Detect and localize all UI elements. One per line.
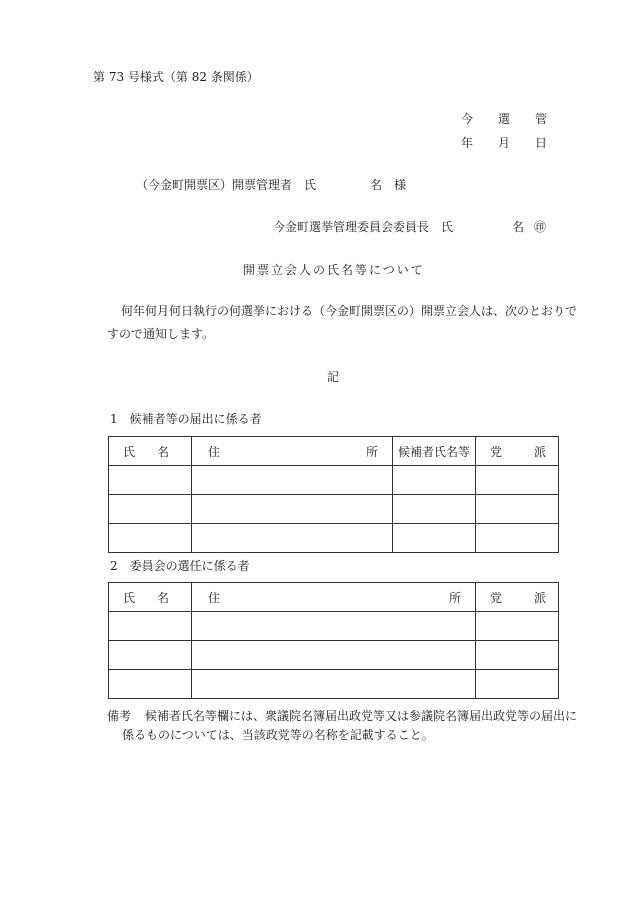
- table-cell[interactable]: [109, 670, 192, 699]
- table-header-row: [109, 437, 559, 466]
- table-cell[interactable]: [393, 524, 476, 553]
- table-cell[interactable]: [109, 612, 192, 641]
- body-line-2: すので通知します。: [107, 327, 215, 341]
- issue-number-line: [461, 113, 547, 125]
- header-name-char-2: 名: [156, 444, 169, 459]
- date-month: 月: [497, 136, 510, 150]
- table-cell[interactable]: [192, 495, 393, 524]
- issue-number-char-2: 選: [497, 112, 510, 126]
- header-address-char-2: 所: [448, 590, 461, 605]
- header-address-char-1: 住: [208, 590, 221, 605]
- table-cell[interactable]: [192, 466, 393, 495]
- date-day: 日: [534, 136, 547, 150]
- table-row: [109, 612, 559, 641]
- table-row: [109, 670, 559, 699]
- sender-title: 今金町選挙管理委員会委員長 氏: [273, 220, 454, 234]
- sender-name-char: 名: [512, 220, 525, 234]
- body-line-1: 何年何月何日執行の何選挙における（今金町開票区の）開票立会人は、次のとおりで: [121, 304, 578, 318]
- issue-number-char-3: 管: [534, 112, 547, 126]
- header-name-char-1: 氏: [123, 590, 136, 605]
- header-name: [109, 583, 192, 612]
- table-row: [109, 466, 559, 495]
- header-name-char-2: 名: [156, 590, 169, 605]
- table-cell[interactable]: [476, 670, 559, 699]
- table-cell[interactable]: [192, 641, 476, 670]
- section1-title: 1 候補者等の届出に係る者: [110, 412, 262, 426]
- remarks-line-1: 候補者氏名等欄には、衆議院名簿届出政党等又は参議院名簿届出政党等の届出に: [145, 709, 578, 723]
- date-year: 年: [461, 136, 474, 150]
- table-cell[interactable]: [192, 670, 476, 699]
- table-row: [109, 495, 559, 524]
- table-cell[interactable]: [476, 612, 559, 641]
- addressee-honorific: 様: [394, 178, 407, 192]
- table-cell[interactable]: [109, 466, 192, 495]
- table-cell[interactable]: [393, 495, 476, 524]
- header-name-char-1: 氏: [123, 444, 136, 459]
- header-address: [192, 437, 393, 466]
- table-cell[interactable]: [476, 495, 559, 524]
- addressee-title: （今金町開票区）開票管理者 氏: [136, 178, 317, 192]
- date-line: [461, 137, 547, 149]
- header-party-char-1: 党: [490, 590, 503, 605]
- seal-mark: ㊞: [534, 220, 547, 234]
- table-cell[interactable]: [192, 524, 393, 553]
- remarks-label: 備考: [107, 709, 132, 723]
- header-party-char-1: 党: [490, 444, 503, 459]
- table-header-row: [109, 583, 559, 612]
- table-cell[interactable]: [476, 466, 559, 495]
- table-cell[interactable]: [476, 641, 559, 670]
- remarks-line-2: 係るものについては、当該政党等の名称を記載すること。: [122, 728, 434, 742]
- section2-title: 2 委員会の選任に係る者: [110, 559, 250, 573]
- header-party: [476, 437, 559, 466]
- ki-marker: 記: [327, 370, 340, 384]
- header-candidate: 候補者氏名等: [393, 437, 476, 466]
- header-party: [476, 583, 559, 612]
- section2-table: [108, 582, 559, 699]
- issue-number-char-1: 今: [461, 112, 474, 126]
- table-cell[interactable]: [192, 612, 476, 641]
- table-cell[interactable]: [476, 524, 559, 553]
- table-row: [109, 641, 559, 670]
- table-cell[interactable]: [109, 524, 192, 553]
- form-number: 第 73 号様式（第 82 条関係）: [93, 70, 259, 84]
- header-address-char-1: 住: [208, 444, 221, 459]
- header-party-char-2: 派: [533, 590, 546, 605]
- header-party-char-2: 派: [533, 444, 546, 459]
- subject-heading: 開票立会人の氏名等について: [243, 263, 425, 277]
- header-name: [109, 437, 192, 466]
- table-cell[interactable]: [393, 466, 476, 495]
- header-address-char-2: 所: [365, 444, 378, 459]
- section1-table: [108, 436, 559, 553]
- header-address: [192, 583, 476, 612]
- table-row: [109, 524, 559, 553]
- table-cell[interactable]: [109, 495, 192, 524]
- addressee-name-char: 名: [370, 178, 383, 192]
- table-cell[interactable]: [109, 641, 192, 670]
